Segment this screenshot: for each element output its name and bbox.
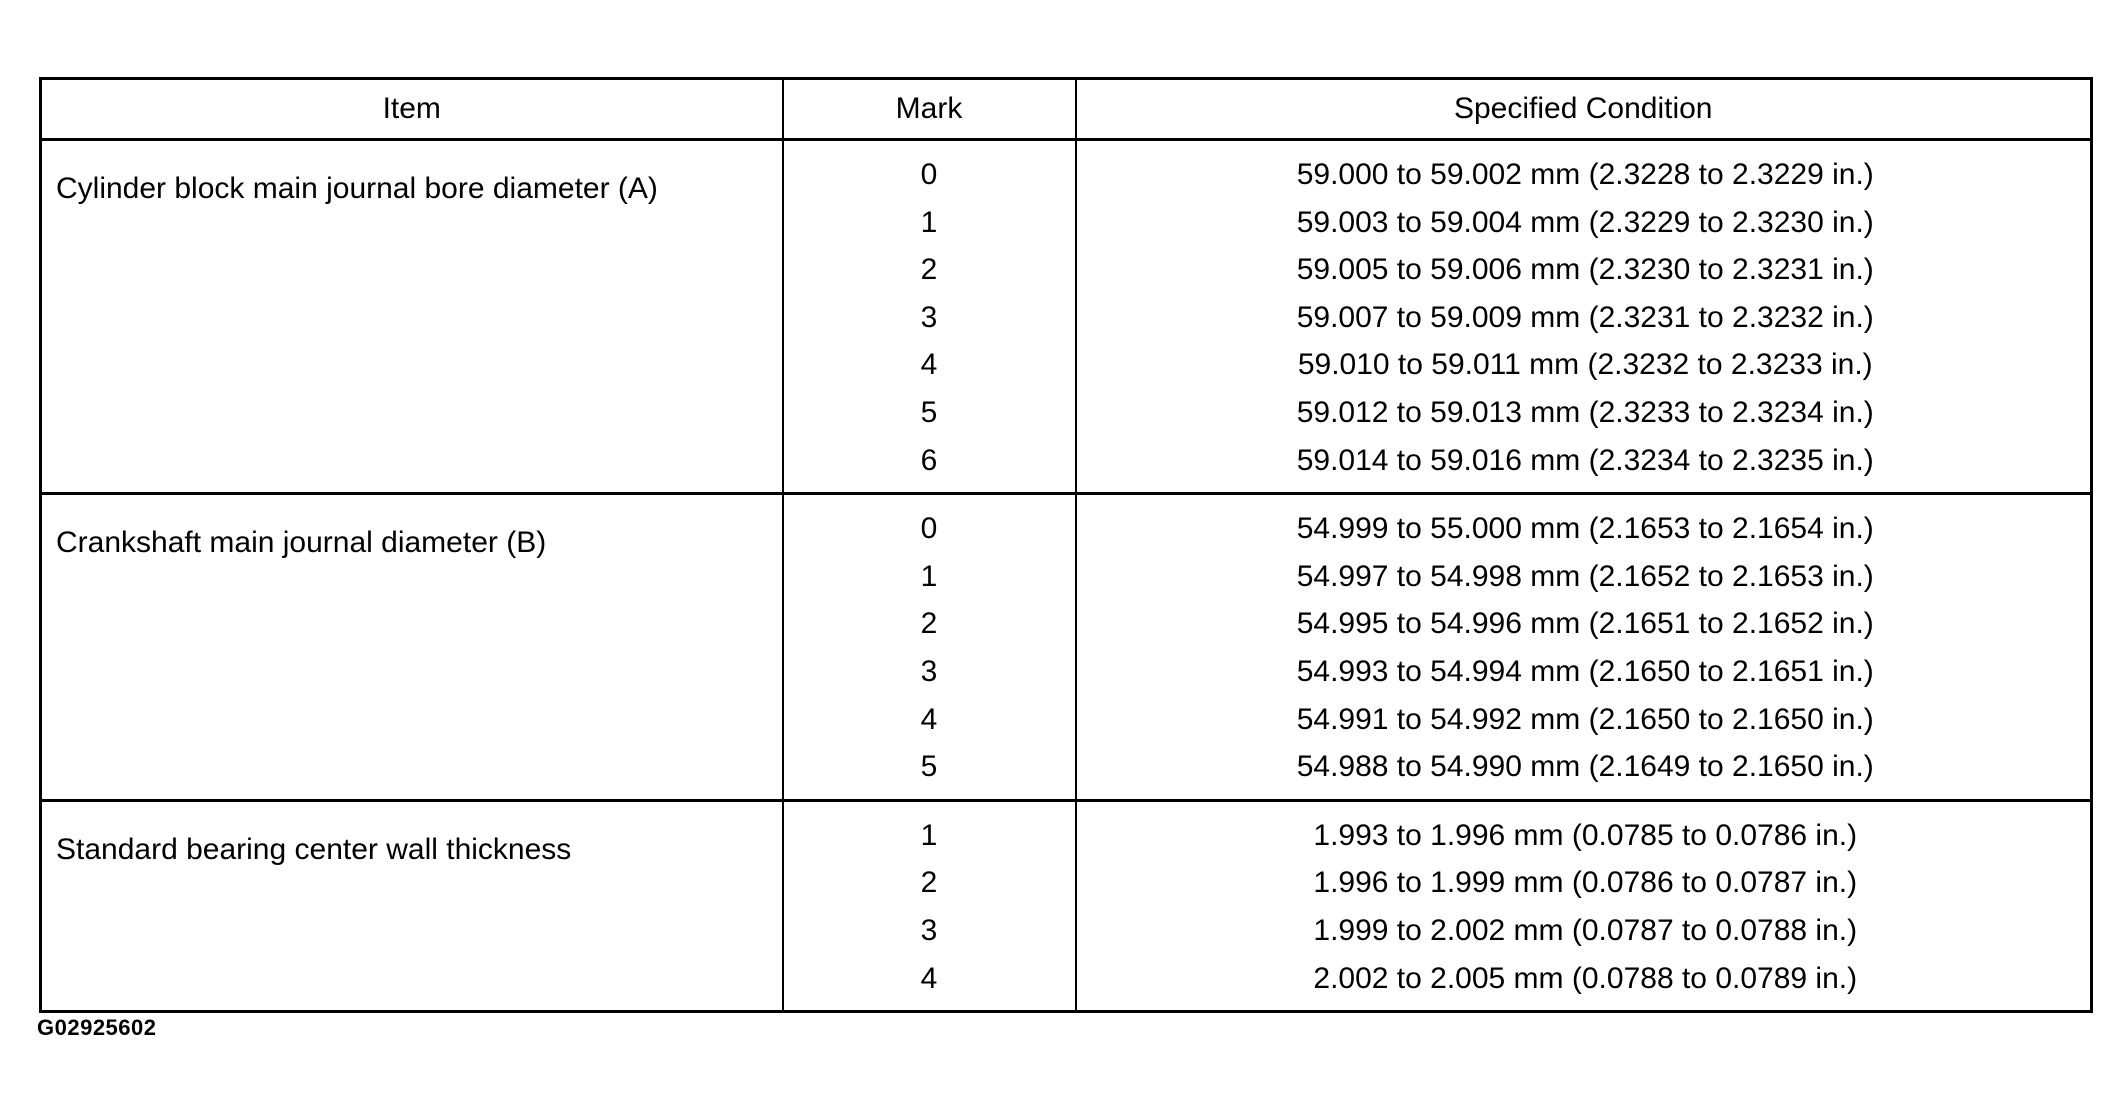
figure-id: G02925602 [37, 1015, 157, 1040]
mark-cell [783, 800, 1076, 1011]
mark-value: 2 [920, 253, 938, 287]
mark-value: 3 [920, 654, 938, 688]
item-cell: Standard bearing center wall thickness [41, 800, 783, 1011]
mark-cell [783, 494, 1076, 801]
condition-value: 1.996 to 1.999 mm (0.0786 to 0.0787 in.) [1313, 866, 1858, 900]
condition-value: 59.005 to 59.006 mm (2.3230 to 2.3231 in.) [1296, 253, 1874, 287]
header-mark: Mark [783, 79, 1076, 140]
item-cell: Cylinder block main journal bore diameter (A) [56, 172, 658, 205]
condition-cell [1076, 800, 2092, 1011]
mark-value: 0 [920, 158, 938, 191]
condition-value: 1.999 to 2.002 mm (0.0787 to 0.0788 in.) [1313, 913, 1858, 947]
mark-value: 3 [920, 300, 938, 334]
mark-value: 5 [920, 395, 938, 429]
table-body [41, 140, 2092, 1012]
mark-value: 0 [920, 512, 938, 546]
mark-value: 1 [920, 205, 938, 239]
condition-value: 59.014 to 59.016 mm (2.3234 to 2.3235 in.) [1296, 443, 1874, 477]
condition-value: 54.999 to 55.000 mm (2.1653 to 2.1654 in.) [1296, 512, 1874, 546]
header-item: Item [41, 79, 783, 140]
condition-value: 59.000 to 59.002 mm (2.3228 to 2.3229 in.) [1296, 158, 1874, 191]
table-row [41, 494, 2092, 801]
condition-value: 54.993 to 54.994 mm (2.1650 to 2.1651 in.) [1296, 654, 1874, 688]
condition-value: 1.993 to 1.996 mm (0.0785 to 0.0786 in.) [1313, 818, 1858, 852]
mark-cell [783, 140, 1076, 494]
mark-value: 5 [920, 750, 938, 784]
mark-value: 1 [920, 559, 938, 593]
condition-value: 54.997 to 54.998 mm (2.1652 to 2.1653 in.) [1296, 559, 1874, 593]
specification-table [39, 77, 2093, 1013]
condition-value: 54.988 to 54.990 mm (2.1649 to 2.1650 in.) [1296, 750, 1874, 784]
header-specified-condition: Specified Condition [1076, 79, 2092, 140]
condition-value: 2.002 to 2.005 mm (0.0788 to 0.0789 in.) [1313, 961, 1858, 995]
condition-value: 59.012 to 59.013 mm (2.3233 to 2.3234 in.) [1296, 395, 1874, 429]
table-row [41, 140, 2092, 494]
condition-value: 54.991 to 54.992 mm (2.1650 to 2.1650 in.) [1296, 702, 1874, 736]
item-cell: Crankshaft main journal diameter (B) [41, 494, 783, 801]
mark-value: 1 [920, 818, 938, 852]
mark-value: 4 [920, 961, 938, 995]
mark-value: 2 [920, 607, 938, 641]
condition-cell [1076, 140, 2092, 494]
condition-value: 54.995 to 54.996 mm (2.1651 to 2.1652 in.) [1296, 607, 1874, 641]
condition-cell [1076, 494, 2092, 801]
mark-value: 2 [920, 866, 938, 900]
mark-value: 3 [920, 913, 938, 947]
table-row [41, 800, 2092, 1011]
condition-value: 59.003 to 59.004 mm (2.3229 to 2.3230 in.) [1296, 205, 1874, 239]
condition-value: 59.007 to 59.009 mm (2.3231 to 2.3232 in.) [1296, 300, 1874, 334]
header-row [41, 79, 2092, 140]
condition-value: 59.010 to 59.011 mm (2.3232 to 2.3233 in.) [1297, 348, 1873, 382]
mark-value: 4 [920, 702, 938, 736]
mark-value: 4 [920, 348, 938, 382]
mark-value: 6 [920, 443, 938, 477]
